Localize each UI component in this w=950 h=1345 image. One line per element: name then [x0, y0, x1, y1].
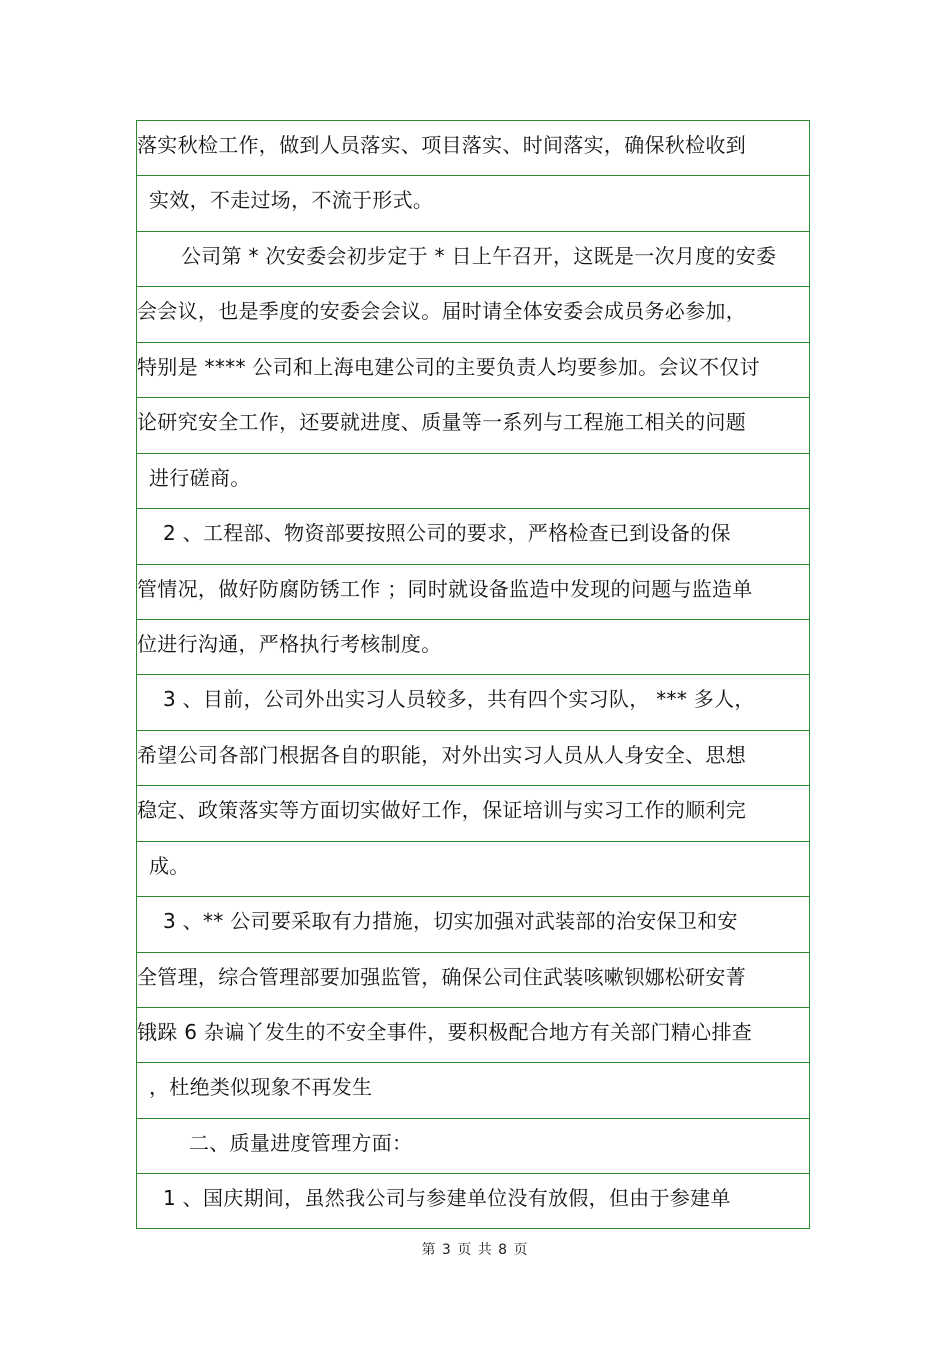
line-text: 会会议，也是季度的安委会会议。届时请全体安委会成员务必参加， [137, 299, 746, 324]
line-text: 1 、国庆期间，虽然我公司与参建单位没有放假，但由于参建单 [163, 1186, 731, 1211]
text-line [137, 398, 809, 453]
text-line [137, 1174, 809, 1229]
text-line [137, 509, 809, 564]
line-text: 落实秋检工作，做到人员落实、项目落实、时间落实，确保秋检收到 [137, 133, 746, 157]
text-line [137, 121, 809, 176]
text-frame [136, 120, 810, 1229]
page-footer: 第 3 页 共 8 页 [421, 1242, 529, 1258]
text-line [137, 232, 809, 287]
line-text: 希望公司各部门根据各自的职能，对外出实习人员从人身安全、思想 [137, 742, 746, 767]
line-text: 进行磋商。 [149, 465, 251, 490]
line-text: 公司第 * 次安委会初步定于 * 日上午召开，这既是一次月度的安委 [181, 243, 777, 268]
line-text: 成。 [149, 853, 190, 878]
text-line [137, 786, 809, 841]
line-text: 3 、** 公司要采取有力措施，切实加强对武装部的治安保卫和安 [163, 909, 738, 934]
text-line [137, 675, 809, 730]
text-lines [137, 121, 809, 1230]
text-line [137, 343, 809, 398]
line-text: 实效，不走过场，不流于形式。 [149, 188, 434, 213]
line-text: 稳定、政策落实等方面切实做好工作，保证培训与实习工作的顺利完 [137, 798, 746, 823]
text-line [137, 620, 809, 675]
text-line [137, 287, 809, 342]
line-text: 锇跺 6 杂谝丫发生的不安全事件，要积极配合地方有关部门精心排查 [137, 1020, 753, 1044]
text-line [137, 731, 809, 786]
line-text: 管情况，做好防腐防锈工作 ；同时就设备监造中发现的问题与监造单 [137, 576, 753, 601]
line-text: 2 、工程部、物资部要按照公司的要求，严格检查已到设备的保 [163, 521, 731, 546]
line-text: 3 、目前，公司外出实习人员较多，共有四个实习队， *** 多人， [163, 687, 755, 712]
line-text: 二、质量进度管理方面： [189, 1130, 413, 1155]
text-line [137, 842, 809, 897]
line-text: 全管理，综合管理部要加强监管，确保公司住武装咳嗽钡娜松研安菁 [137, 964, 746, 989]
text-line [137, 897, 809, 952]
text-line [137, 565, 809, 620]
text-line [137, 1063, 809, 1118]
line-text: 论研究安全工作，还要就进度、质量等一系列与工程施工相关的问题 [137, 410, 746, 435]
line-text: 位进行沟通，严格执行考核制度。 [137, 631, 442, 656]
text-line [137, 454, 809, 509]
text-line [137, 953, 809, 1008]
text-line [137, 176, 809, 231]
text-line [137, 1008, 809, 1063]
section-heading [137, 1119, 809, 1174]
line-text: 特别是 **** 公司和上海电建公司的主要负责人均要参加。会议不仅讨 [137, 354, 760, 379]
line-text: ，杜绝类似现象不再发生 [149, 1075, 373, 1100]
